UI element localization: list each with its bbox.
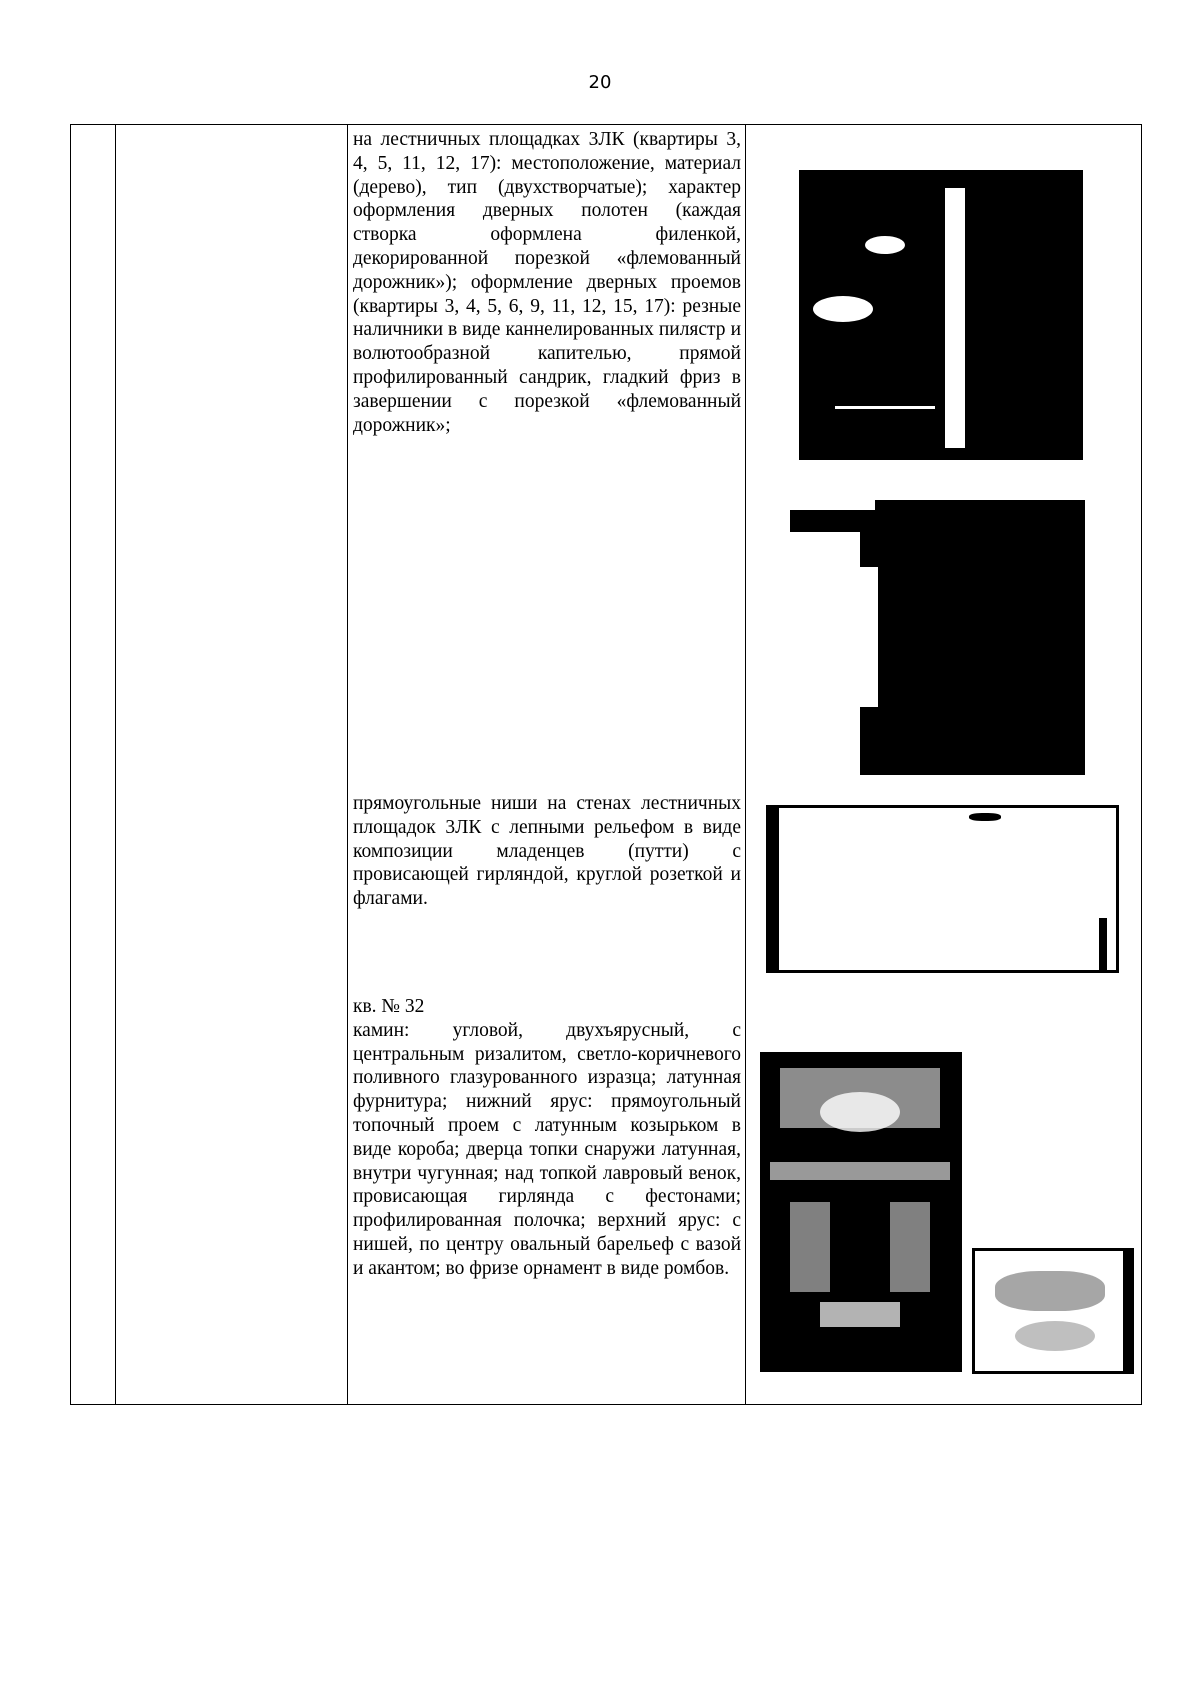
column-divider [745, 125, 746, 1404]
photo-door-portal-detail [790, 492, 1085, 775]
column-divider [115, 125, 116, 1404]
photo-fireplace [760, 1052, 962, 1372]
apartment-heading: кв. № 32 [353, 996, 425, 1017]
page-number: 20 [588, 72, 612, 93]
description-niches: прямоугольные ниши на стенах лестничных площадок 3ЛК с лепными рельефом в виде композиции младенцев (путти) с провисающей гирляндой, круглой розеткой и флагами. [353, 793, 741, 910]
photo-fireplace-relief-detail [972, 1248, 1134, 1374]
photo-double-doors [785, 158, 1083, 460]
column-divider [347, 125, 348, 1404]
description-doors: на лестничных площадках 3ЛК (квартиры 3, 4, 5, 11, 12, 17): местоположение, материал (дерево), тип (двухстворчатые); характер оформления дверных полотен (каждая створка оформлена филенкой, декорированной порезкой «флемованный дорожник»); оформление дверных проемов (квартиры 3, 4, 5, 6, 9, 11, 12, 15, 17): резные наличники в виде каннелированных пилястр и волютообразной капителью, прямой профилированный сандрик, гладкий фриз в завершении с порезкой «флемованный дорожник»; [353, 129, 741, 436]
photo-niche-relief [766, 805, 1119, 973]
description-fireplace: кв. № 32 камин: угловой, двухъярусный, с центральным ризалитом, светло-коричневого поливного глазурованного изразца; латунная фурнитура; нижний ярус: прямоугольный топочный проем с латунным козырьком в виде короба; дверца топки снаружи латунная, внутри чугунная; над топкой лавровый венок, провисающая гирлянда с фестонами; профилированная полочка; верхний ярус: с нишей, по центру овальный барельеф с вазой и акантом; во фризе орнамент в виде ромбов. [353, 996, 741, 1279]
